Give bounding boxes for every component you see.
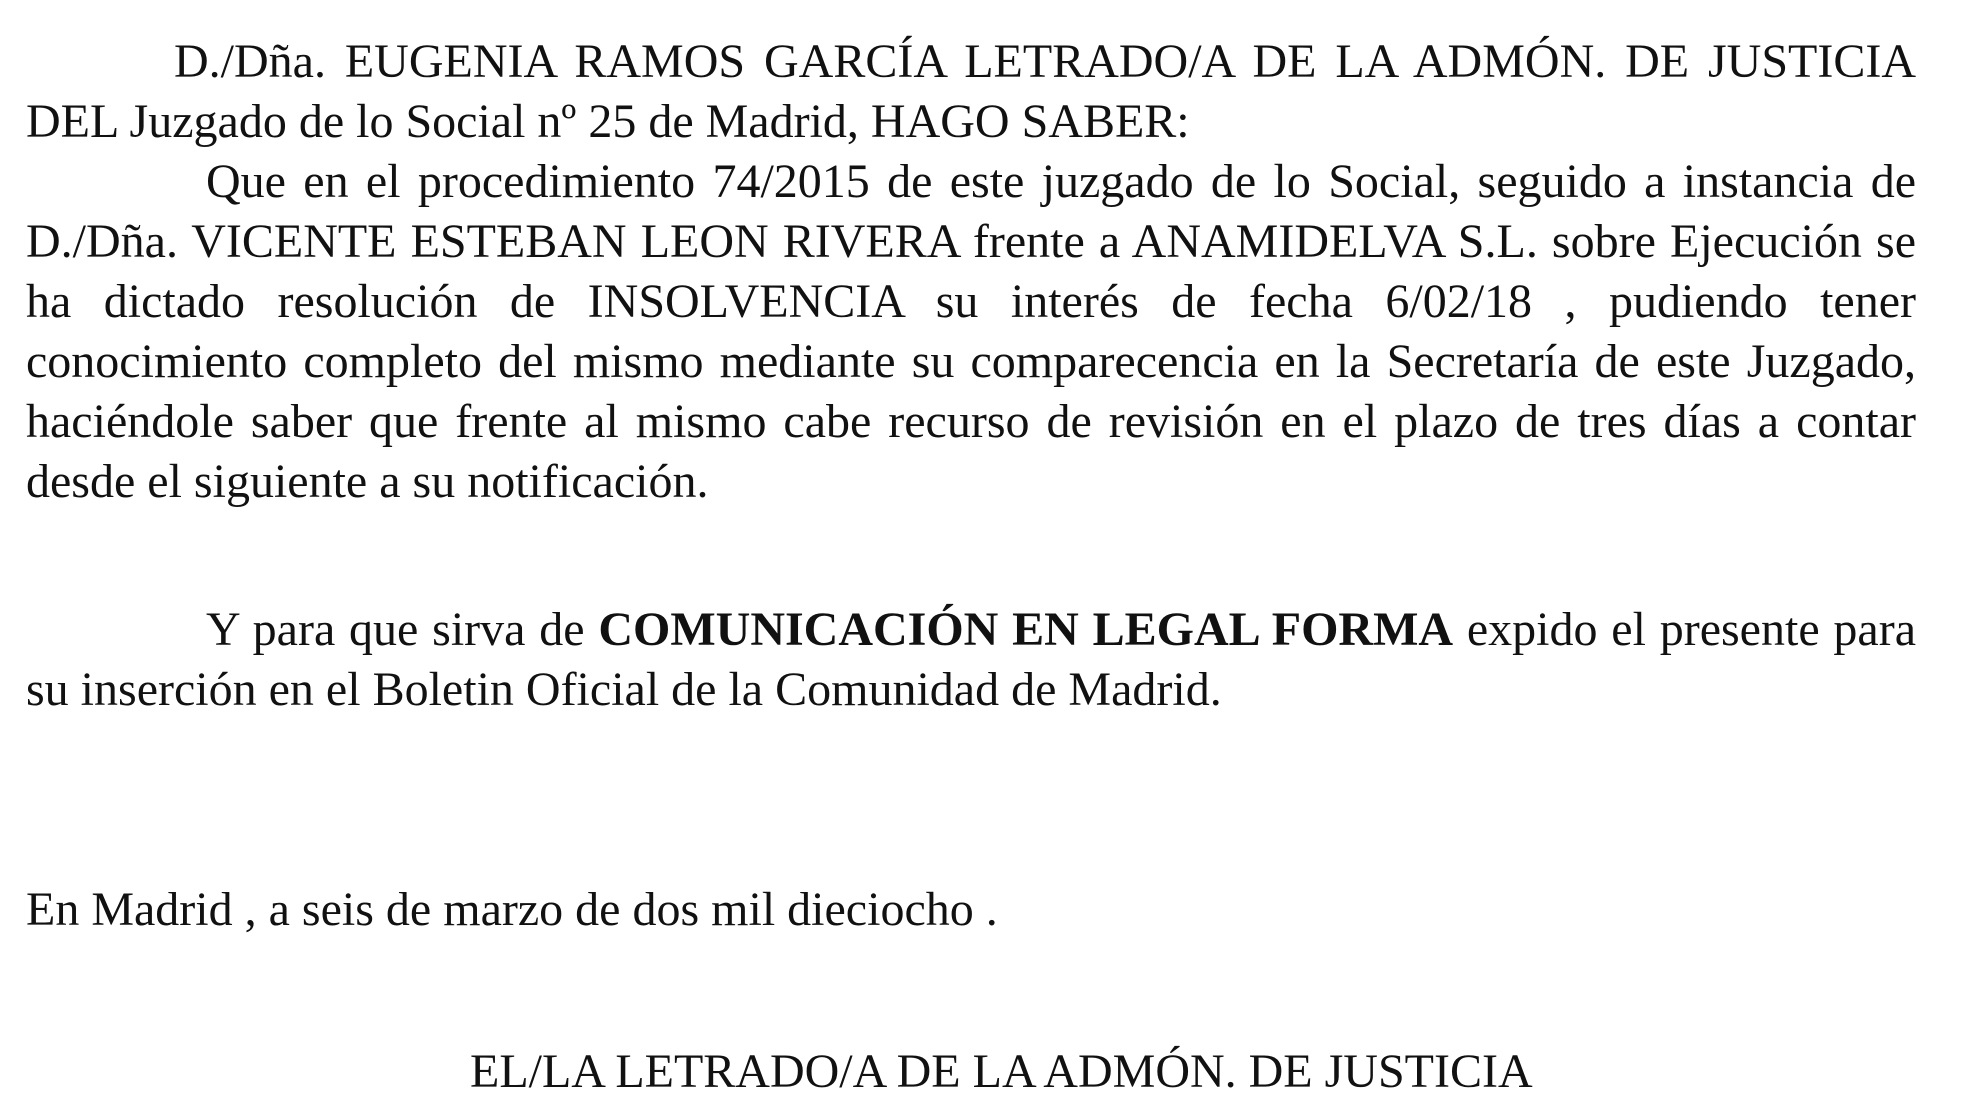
closing-suffix: expido el presente para su inserción en el Boletin Oficial de la Comunidad de Madrid. (26, 603, 1917, 716)
date-line: En Madrid , a seis de marzo de dos mil dieciocho . (26, 883, 998, 936)
body-paragraph: Que en el procedimiento 74/2015 de este juzgado de lo Social, seguido a instancia de D./Dña. VICENTE ESTEBAN LEON RIVERA frente a ANAMIDELVA S.L. sobre Ejecución se ha dictado resolución de INSOLVENCIA su interés de fecha 6/02/18 , pudiendo tener conocimiento completo del mismo mediante su comparecencia en la Secretaría de este Juzgado, haciéndole saber que frente al mismo cabe recurso de revisión en el plazo de tres días a contar desde el siguiente a su notificación. (26, 155, 1916, 508)
closing-emphasis: COMUNICACIÓN EN LEGAL FORMA (598, 603, 1454, 656)
signature-line: EL/LA LETRADO/A DE LA ADMÓN. DE JUSTICIA (470, 1045, 1533, 1098)
header-paragraph: D./Dña. EUGENIA RAMOS GARCÍA LETRADO/A DE LA ADMÓN. DE JUSTICIA DEL Juzgado de lo Social nº 25 de Madrid, HAGO SABER: (26, 35, 1916, 148)
closing-paragraph (26, 600, 1916, 720)
closing-prefix: Y para que sirva de (206, 603, 599, 656)
